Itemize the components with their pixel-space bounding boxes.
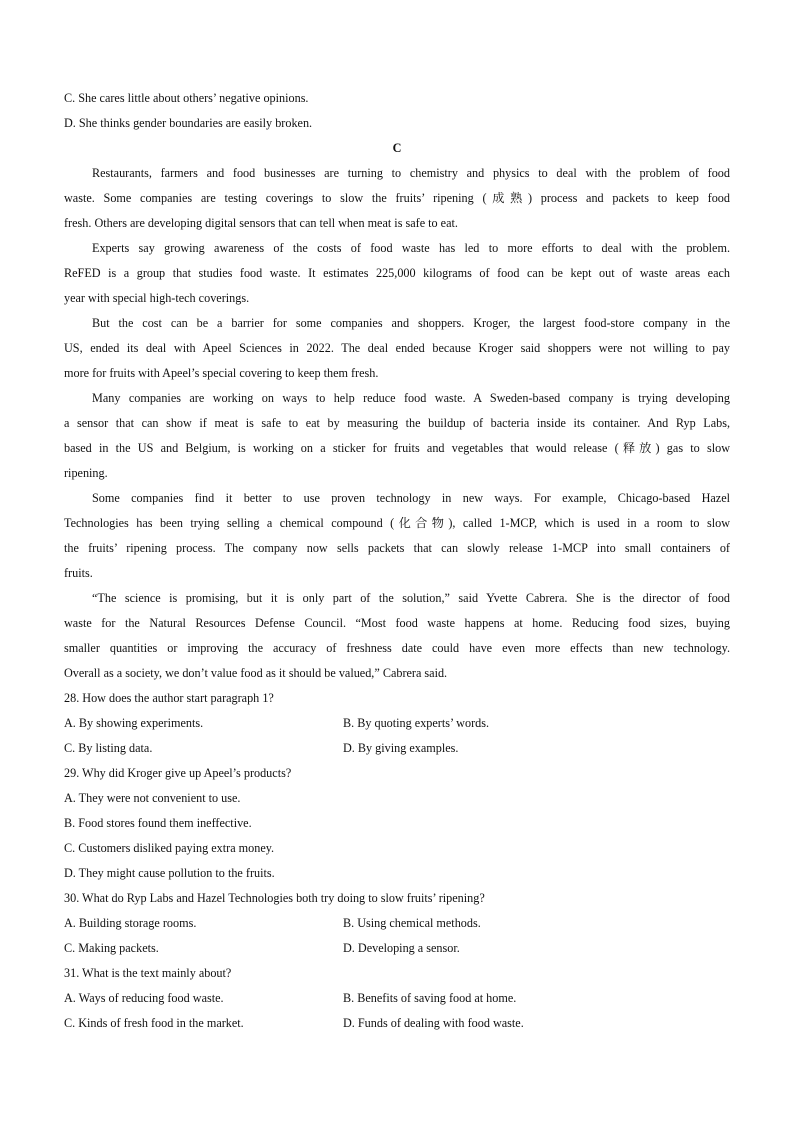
- option-d[interactable]: D. They might cause pollution to the fruits.: [64, 866, 275, 880]
- passage-paragraph-3: [64, 311, 730, 386]
- option-c[interactable]: C. Kinds of fresh food in the market.: [64, 1016, 244, 1030]
- question-29: [64, 761, 730, 886]
- option-a[interactable]: A. Ways of reducing food waste.: [64, 991, 224, 1005]
- question-stem: 29. Why did Kroger give up Apeel’s products?: [64, 766, 292, 780]
- option-b[interactable]: B. Using chemical methods.: [343, 916, 481, 930]
- passage-line: US, ended its deal with Apeel Sciences in 2022. The deal ended because Kroger said shoppers were not willing to pay: [64, 341, 730, 355]
- option-row: [64, 711, 730, 736]
- prev-option-d: D. She thinks gender boundaries are easily broken.: [64, 116, 313, 130]
- passage-line: more for fruits with Apeel’s special covering to keep them fresh.: [64, 366, 379, 380]
- passage-paragraph-2: [64, 236, 730, 311]
- passage-paragraph-1: [64, 161, 730, 236]
- option-row: [64, 911, 730, 936]
- option-d[interactable]: D. Developing a sensor.: [343, 941, 460, 955]
- option-row: [64, 1011, 730, 1036]
- passage-line: waste. Some companies are testing coverings to slow the fruits’ ripening (成熟) process and packets to keep food: [64, 191, 730, 205]
- question-31: [64, 961, 730, 1036]
- passage-paragraph-6: [64, 586, 730, 686]
- passage-line: But the cost can be a barrier for some companies and shoppers. Kroger, the largest food-store company in the: [92, 316, 730, 330]
- passage-line: ripening.: [64, 466, 108, 480]
- option-row: [64, 986, 730, 1011]
- passage-line: Experts say growing awareness of the costs of food waste has led to more efforts to deal with the problem.: [92, 241, 730, 255]
- passage-line: “The science is promising, but it is only part of the solution,” said Yvette Cabrera. She is the director of food: [92, 591, 730, 605]
- passage-paragraph-5: [64, 486, 730, 586]
- option-d[interactable]: D. By giving examples.: [343, 741, 459, 755]
- passage-line: fresh. Others are developing digital sensors that can tell when meat is safe to eat.: [64, 216, 458, 230]
- question-stem: 31. What is the text mainly about?: [64, 966, 232, 980]
- page-content: [64, 86, 730, 1036]
- passage-line: Overall as a society, we don’t value food as it should be valued,” Cabrera said.: [64, 666, 448, 680]
- option-a[interactable]: A. Building storage rooms.: [64, 916, 197, 930]
- option-row: [64, 936, 730, 961]
- passage-line: fruits.: [64, 566, 93, 580]
- passage-line: smaller quantities or improving the accuracy of freshness date could have even more effects than new technology.: [64, 641, 730, 655]
- passage-line: Many companies are working on ways to help reduce food waste. A Sweden-based company is trying developing: [92, 391, 730, 405]
- passage-line: Restaurants, farmers and food businesses are turning to chemistry and physics to deal with the problem of food: [92, 166, 730, 180]
- section-label: C: [392, 141, 402, 155]
- option-c[interactable]: C. By listing data.: [64, 741, 153, 755]
- option-row: [64, 736, 730, 761]
- prev-option-c: C. She cares little about others’ negative opinions.: [64, 91, 309, 105]
- passage-line: a sensor that can show if meat is safe to eat by measuring the buildup of bacteria inside its container. And Ryp Labs,: [64, 416, 730, 430]
- passage-paragraph-4: [64, 386, 730, 486]
- passage-line: Technologies has been trying selling a chemical compound (化合物), called 1-MCP, which is used in a room to slow: [64, 516, 730, 530]
- question-stem: 30. What do Ryp Labs and Hazel Technologies both try doing to slow fruits’ ripening?: [64, 891, 485, 905]
- passage-line: year with special high-tech coverings.: [64, 291, 250, 305]
- passage-line: based in the US and Belgium, is working on a sticker for fruits and vegetables that would release (释放) gas to slow: [64, 441, 730, 455]
- option-c[interactable]: C. Making packets.: [64, 941, 159, 955]
- question-30: [64, 886, 730, 961]
- passage-line: waste for the Natural Resources Defense Council. “Most food waste happens at home. Reducing food sizes, buying: [64, 616, 730, 630]
- passage-line: the fruits’ ripening process. The company now sells packets that can slowly release 1-MCP into small containers of: [64, 541, 730, 555]
- passage-line: Some companies find it better to use proven technology in new ways. For example, Chicago-based Hazel: [92, 491, 730, 505]
- option-d[interactable]: D. Funds of dealing with food waste.: [343, 1016, 524, 1030]
- option-b[interactable]: B. By quoting experts’ words.: [343, 716, 490, 730]
- option-a[interactable]: A. They were not convenient to use.: [64, 791, 241, 805]
- option-b[interactable]: B. Food stores found them ineffective.: [64, 816, 252, 830]
- option-a[interactable]: A. By showing experiments.: [64, 716, 204, 730]
- option-b[interactable]: B. Benefits of saving food at home.: [343, 991, 517, 1005]
- option-c[interactable]: C. Customers disliked paying extra money.: [64, 841, 275, 855]
- passage-line: ReFED is a group that studies food waste. It estimates 225,000 kilograms of food can be kept out of waste areas each: [64, 266, 730, 280]
- question-28: [64, 686, 730, 761]
- question-stem: 28. How does the author start paragraph 1?: [64, 691, 274, 705]
